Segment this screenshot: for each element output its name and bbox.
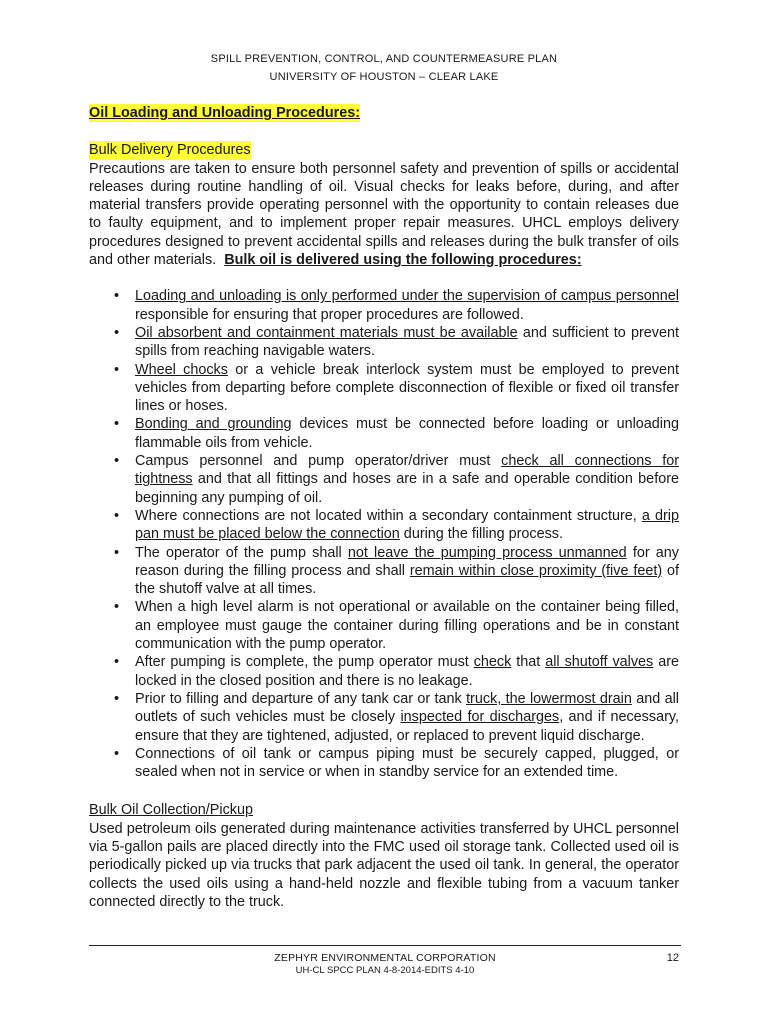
procedure-text: Where connections are not located within a secondary containment structure, xyxy=(135,507,642,524)
procedure-emphasis: Oil absorbent and containment materials must be available xyxy=(135,324,518,341)
bullet-icon: • xyxy=(114,690,120,707)
header-university: UNIVERSITY OF HOUSTON – CLEAR LAKE xyxy=(269,71,499,83)
procedure-text: or a vehicle break interlock system must be employed to prevent vehicles from departing before complete disconnection of flexible or fixed oil transfer lines or hoses. xyxy=(135,361,679,415)
procedure-text: of the shutoff valve at all times. xyxy=(135,562,679,598)
procedure-emphasis: Loading and unloading is only performed under the supervision of campus personnel xyxy=(135,288,679,305)
page-body xyxy=(89,104,679,911)
bulk-pickup-heading: Bulk Oil Collection/Pickup xyxy=(89,802,253,819)
procedure-item xyxy=(89,452,679,507)
bulk-delivery-lead-in: Bulk oil is delivered using the following procedures: xyxy=(224,252,582,269)
procedure-item xyxy=(89,287,679,324)
procedure-item xyxy=(89,324,679,361)
procedure-text: , and if necessary, ensure that they are tightened, adjusted, or replaced to prevent liquid discharge. xyxy=(135,709,679,744)
bulk-pickup-paragraph: Used petroleum oils generated during maintenance activities transferred by UHCL personnel via 5-gallon pails are placed directly into the FMC used oil storage tank. Collected used oil is periodically picked up via trucks that park adjacent the used oil tank. In general, the operator collects the used oils using a hand-held nozzle and flexible tubing from a vacuum tanker connected directly to the truck. xyxy=(89,820,679,910)
bulk-delivery-heading: Bulk Delivery Procedures xyxy=(89,142,251,159)
procedure-emphasis: inspected for discharges xyxy=(400,709,560,726)
page-header xyxy=(0,50,768,86)
bullet-icon: • xyxy=(114,288,120,305)
procedure-emphasis: Bonding and grounding xyxy=(135,416,292,433)
bullet-icon: • xyxy=(114,599,120,616)
procedure-text: Campus personnel and pump operator/driver must xyxy=(135,453,502,470)
procedure-emphasis: check all connections for tightness xyxy=(135,453,679,488)
bullet-icon: • xyxy=(114,416,120,433)
bullet-icon: • xyxy=(114,654,120,671)
procedure-emphasis: a drip pan must be placed below the connection xyxy=(135,507,679,543)
procedure-item xyxy=(89,415,679,452)
procedure-emphasis: not leave the pumping process unmanned xyxy=(347,544,627,561)
footer-divider xyxy=(89,945,681,946)
procedure-text: The operator of the pump shall xyxy=(135,544,348,561)
footer-organization: ZEPHYR ENVIRONMENTAL CORPORATION xyxy=(274,952,496,964)
header-plan-title: SPILL PREVENTION, CONTROL, AND COUNTERMEASURE PLAN xyxy=(210,53,558,65)
procedure-text: and that all fittings and hoses are in a safe and operable condition before beginning any pumping of oil. xyxy=(135,471,679,506)
bullet-icon: • xyxy=(114,324,120,341)
section-title: Oil Loading and Unloading Procedures: xyxy=(89,105,361,121)
procedure-text: devices must be connected before loading or unloading flammable oils from vehicle. xyxy=(135,416,679,451)
bullet-icon: • xyxy=(114,453,120,470)
procedure-emphasis: Wheel chocks xyxy=(135,361,228,378)
procedure-text: When a high level alarm is not operational or available on the container being filled, an employee must gauge the container during filling operations and be in constant communication with the pump operator. xyxy=(135,599,679,653)
procedure-item xyxy=(89,653,679,690)
procedure-item xyxy=(89,361,679,416)
procedure-item xyxy=(89,544,679,599)
procedure-text: that xyxy=(511,654,546,671)
procedure-text: and all outlets of such vehicles must be closely xyxy=(135,690,680,726)
procedure-text: Prior to filling and departure of any tank car or tank xyxy=(135,690,467,707)
procedure-emphasis: check xyxy=(473,654,512,671)
procedure-text: After pumping is complete, the pump operator must xyxy=(135,654,474,671)
procedure-item xyxy=(89,598,679,653)
bullet-icon: • xyxy=(114,745,120,762)
procedure-emphasis: remain within close proximity (five feet) xyxy=(409,562,663,579)
procedure-text: for any reason during the filling process and shall xyxy=(135,544,679,579)
procedure-text: are locked in the closed position and there is no leakage. xyxy=(135,654,680,689)
procedure-text: and sufficient to prevent spills from reaching navigable waters. xyxy=(135,324,679,360)
bulk-delivery-text: Precautions are taken to ensure both personnel safety and prevention of spills or accidental releases during routine handling of oil. Visual checks for leaks before, during, and after material transfers provide operating personnel with the opportunity to contain releases due to faulty equipment, and to implement proper repair measures. UHCL employs delivery procedures designed to prevent accidental spills and releases during the bulk transfer of oils and other materials. xyxy=(89,160,679,269)
procedure-emphasis: truck, the lowermost drain xyxy=(466,690,632,707)
procedure-item xyxy=(89,507,679,544)
page-footer xyxy=(89,952,681,976)
procedures-list xyxy=(89,287,679,781)
procedure-item xyxy=(89,690,679,745)
bullet-icon: • xyxy=(114,361,120,378)
procedure-emphasis: all shutoff valves xyxy=(545,654,654,671)
bulk-delivery-paragraph xyxy=(89,160,679,270)
procedure-text: during the filling process. xyxy=(399,526,563,543)
footer-plan-id: UH-CL SPCC PLAN 4-8-2014-EDITS 4-10 xyxy=(295,965,475,976)
bullet-icon: • xyxy=(114,507,120,524)
bullet-icon: • xyxy=(114,544,120,561)
procedure-item xyxy=(89,745,679,782)
page-number: 12 xyxy=(666,952,679,964)
procedure-text: Connections of oil tank or campus piping must be securely capped, plugged, or sealed when not in service or when in standby service for an extended time. xyxy=(135,745,679,781)
procedure-text: responsible for ensuring that proper procedures are followed. xyxy=(135,306,524,323)
